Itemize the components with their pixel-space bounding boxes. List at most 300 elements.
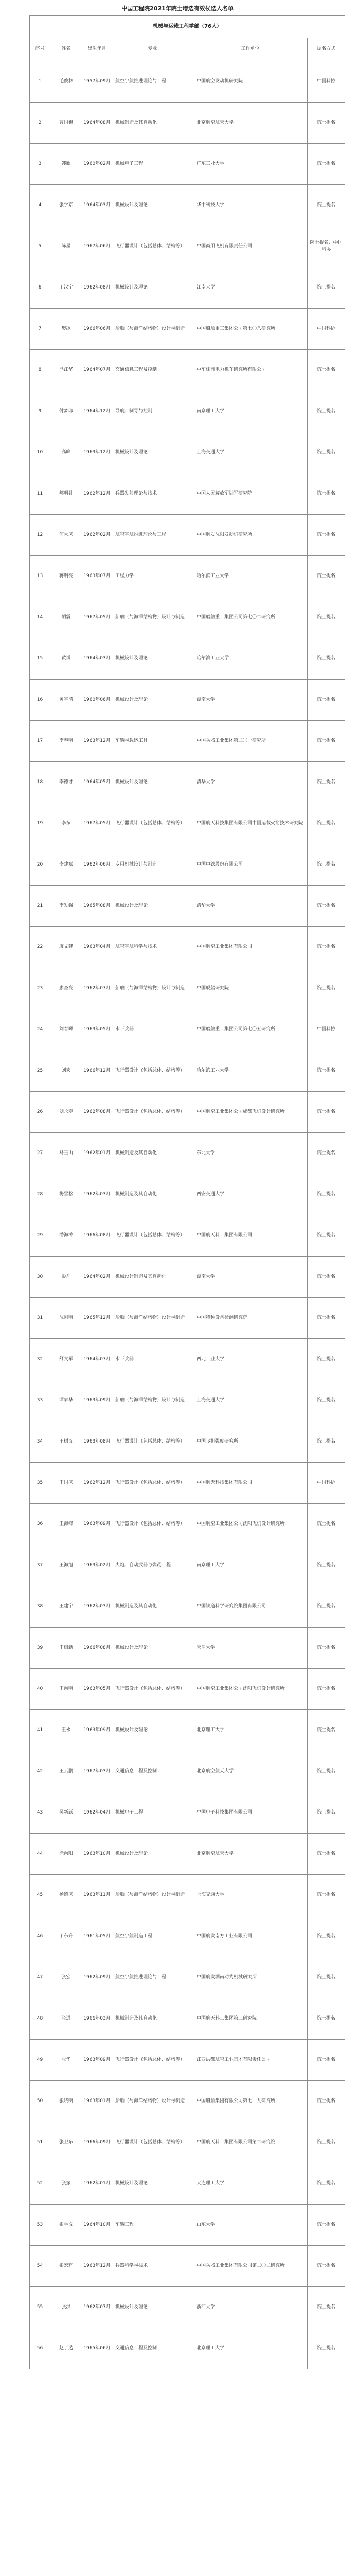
cell-name: 吴新跃	[50, 1792, 82, 1834]
cell-birth: 1963年12月	[82, 721, 112, 762]
cell-name: 张宏	[50, 1957, 82, 1998]
cell-unit: 中国航天科工集团第三研究院	[193, 1998, 308, 2040]
cell-unit: 南京理工大学	[193, 1545, 308, 1586]
cell-major: 水下兵器	[112, 1009, 193, 1050]
cell-unit: 中国中铁股份有限公司	[193, 844, 308, 886]
cell-unit: 中国船舶重工集团公司第七〇八研究所	[193, 309, 308, 350]
cell-num: 22	[30, 927, 50, 968]
cell-unit: 中国船舶集团有限公司第七一九研究所	[193, 2081, 308, 2122]
table-row	[30, 1463, 345, 1504]
cell-num: 25	[30, 1050, 50, 1092]
cell-name: 黄宇清	[50, 680, 82, 721]
cell-name: 王云鹏	[50, 1751, 82, 1792]
candidate-table	[29, 15, 345, 2369]
cell-num: 37	[30, 1545, 50, 1586]
table-row	[30, 1421, 345, 1463]
cell-major: 航空宇航推进理论与工程	[112, 1957, 193, 1998]
cell-num: 41	[30, 1710, 50, 1751]
cell-nomination: 院士提名	[308, 1628, 345, 1669]
cell-num: 31	[30, 1298, 50, 1339]
cell-num: 43	[30, 1792, 50, 1834]
cell-major: 船舶（与海洋结构物）设计与制造	[112, 1380, 193, 1421]
cell-name: 刘永寿	[50, 1092, 82, 1133]
cell-num: 28	[30, 1174, 50, 1215]
cell-nomination: 院士提名	[308, 1504, 345, 1545]
table-row	[30, 1669, 345, 1710]
cell-unit: 中国航天科技集团有限公司中国运载火箭技术研究院	[193, 803, 308, 844]
table-row	[30, 1875, 345, 1916]
table-row	[30, 1215, 345, 1257]
cell-unit: 北京航空航天大学	[193, 103, 308, 144]
table-row	[30, 762, 345, 803]
table-row	[30, 680, 345, 721]
cell-birth: 1967年05月	[82, 597, 112, 638]
cell-nomination: 院士提名、中国科协	[308, 226, 345, 267]
cell-birth: 1966年09月	[82, 2122, 112, 2163]
cell-major: 机械设计制造及其自动化	[112, 1257, 193, 1298]
cell-major: 飞行器设计（包括总体、结构等）	[112, 1050, 193, 1092]
cell-name: 徐向阳	[50, 1834, 82, 1875]
cell-unit: 中国舰船研究院	[193, 968, 308, 1009]
cell-birth: 1967年05月	[82, 803, 112, 844]
cell-name: 梅雪松	[50, 1174, 82, 1215]
cell-nomination: 院士提名	[308, 515, 345, 556]
cell-major: 船舶（与海洋结构物）设计与制造	[112, 1298, 193, 1339]
cell-num: 10	[30, 432, 50, 473]
cell-num: 9	[30, 391, 50, 432]
cell-unit: 北京理工大学	[193, 2328, 308, 2369]
cell-unit: 中国航空工业集团有限公司	[193, 927, 308, 968]
cell-nomination: 院士提名	[308, 1586, 345, 1628]
cell-name: 李东	[50, 803, 82, 844]
cell-major: 航空宇航科学与技术	[112, 927, 193, 968]
cell-name: 曹国巍	[50, 103, 82, 144]
cell-major: 机械电子工程	[112, 1792, 193, 1834]
cell-name: 黄博	[50, 638, 82, 680]
cell-name: 张进	[50, 1998, 82, 2040]
cell-birth: 1962年09月	[82, 1957, 112, 1998]
cell-birth: 1963年01月	[82, 2081, 112, 2122]
cell-major: 航空宇航推进理论与工程	[112, 515, 193, 556]
cell-birth: 1962年07月	[82, 968, 112, 1009]
cell-num: 17	[30, 721, 50, 762]
cell-nomination: 院士提名	[308, 968, 345, 1009]
cell-major: 飞行器设计（包括总体、结构等）	[112, 226, 193, 267]
table-row	[30, 1586, 345, 1628]
cell-name: 王永	[50, 1710, 82, 1751]
cell-birth: 1964年05月	[82, 762, 112, 803]
table-row	[30, 2205, 345, 2246]
cell-birth: 1960年06月	[82, 680, 112, 721]
cell-major: 船舶（与海洋结构物）设计与制造	[112, 597, 193, 638]
cell-birth: 1963年12月	[82, 432, 112, 473]
cell-nomination: 院士提名	[308, 103, 345, 144]
cell-major: 兵器发射理论与技术	[112, 473, 193, 515]
cell-birth: 1963年05月	[82, 1009, 112, 1050]
table-row	[30, 226, 345, 267]
cell-unit: 中国特种设备检测研究院	[193, 1298, 308, 1339]
cell-nomination: 院士提名	[308, 1257, 345, 1298]
cell-major: 水下兵器	[112, 1339, 193, 1380]
table-row	[30, 2040, 345, 2081]
cell-nomination: 中国科协	[308, 61, 345, 103]
cell-num: 12	[30, 515, 50, 556]
cell-nomination: 院士提名	[308, 2287, 345, 2328]
section-row	[30, 16, 345, 38]
table-row	[30, 1380, 345, 1421]
table-row	[30, 1133, 345, 1174]
cell-major: 飞行器设计（包括总体、结构等）	[112, 2122, 193, 2163]
cell-birth: 1962年01月	[82, 1133, 112, 1174]
cell-name: 张振	[50, 2163, 82, 2205]
cell-major: 车辆工程	[112, 2205, 193, 2246]
cell-num: 16	[30, 680, 50, 721]
cell-major: 飞行器设计（包括总体、结构等）	[112, 1092, 193, 1133]
cell-major: 机械设计及理论	[112, 638, 193, 680]
cell-birth: 1962年02月	[82, 515, 112, 556]
cell-unit: 中国航发南方工业有限公司	[193, 1916, 308, 1957]
cell-name: 沈刚明	[50, 1298, 82, 1339]
table-row	[30, 2328, 345, 2369]
cell-nomination: 院士提名	[308, 1957, 345, 1998]
cell-major: 飞行器设计（包括总体、结构等）	[112, 1421, 193, 1463]
cell-nomination: 院士提名	[308, 267, 345, 309]
cell-num: 50	[30, 2081, 50, 2122]
candidate-table-wrap	[29, 15, 345, 2369]
cell-unit: 哈尔滨工业大学	[193, 638, 308, 680]
cell-unit: 中国航空发动机研究院	[193, 61, 308, 103]
cell-unit: 广东工业大学	[193, 144, 308, 185]
cell-major: 飞行器设计（包括总体、结构等）	[112, 1669, 193, 1710]
cell-unit: 上海交通大学	[193, 1380, 308, 1421]
cell-unit: 中国航空工业集团公司成都飞机设计研究所	[193, 1092, 308, 1133]
table-row	[30, 1257, 345, 1298]
table-row	[30, 597, 345, 638]
cell-nomination: 院士提名	[308, 680, 345, 721]
cell-major: 机械设计及理论	[112, 2287, 193, 2328]
cell-unit: 西北工业大学	[193, 1339, 308, 1380]
cell-num: 30	[30, 1257, 50, 1298]
cell-num: 36	[30, 1504, 50, 1545]
cell-nomination: 院士提名	[308, 1421, 345, 1463]
cell-name: 王国庆	[50, 1463, 82, 1504]
cell-name: 廖圣亮	[50, 968, 82, 1009]
cell-unit: 中国兵器工业集团有限公司第二〇二研究所	[193, 2246, 308, 2287]
cell-nomination: 院士提名	[308, 1133, 345, 1174]
cell-num: 34	[30, 1421, 50, 1463]
cell-birth: 1965年08月	[82, 886, 112, 927]
cell-unit: 哈尔滨工业大学	[193, 1050, 308, 1092]
table-row	[30, 103, 345, 144]
cell-nomination: 中国科协	[308, 1009, 345, 1050]
cell-nomination: 院士提名	[308, 432, 345, 473]
cell-major: 飞行器设计（包括总体、结构等）	[112, 2040, 193, 2081]
cell-nomination: 院士提名	[308, 1875, 345, 1916]
cell-nomination: 院士提名	[308, 1298, 345, 1339]
table-row	[30, 1628, 345, 1669]
cell-name: 丁汉宁	[50, 267, 82, 309]
cell-major: 机械电子工程	[112, 144, 193, 185]
cell-birth: 1962年04月	[82, 1792, 112, 1834]
cell-num: 55	[30, 2287, 50, 2328]
cell-name: 李建斌	[50, 844, 82, 886]
table-row	[30, 61, 345, 103]
cell-unit: 中国船舶重工集团公司第七〇五研究所	[193, 1009, 308, 1050]
cell-birth: 1962年06月	[82, 844, 112, 886]
cell-nomination: 院士提名	[308, 844, 345, 886]
cell-birth: 1967年06月	[82, 226, 112, 267]
cell-major: 交通信息工程及控制	[112, 1751, 193, 1792]
cell-major: 航空宇航制造工程	[112, 1916, 193, 1957]
cell-unit: 中国飞机强度研究所	[193, 1421, 308, 1463]
cell-unit: 哈尔滨工业大学	[193, 556, 308, 597]
table-row	[30, 473, 345, 515]
cell-nomination: 院士提名	[308, 185, 345, 226]
cell-major: 船舶（与海洋结构物）设计与制造	[112, 968, 193, 1009]
table-row	[30, 267, 345, 309]
cell-unit: 湖南大学	[193, 1257, 308, 1298]
cell-num: 5	[30, 226, 50, 267]
cell-major: 机械设计及理论	[112, 886, 193, 927]
cell-num: 35	[30, 1463, 50, 1504]
cell-major: 船舶（与海洋结构物）设计与制造	[112, 1875, 193, 1916]
header-major: 专业	[112, 38, 193, 61]
cell-unit: 北京航空航天大学	[193, 1751, 308, 1792]
cell-nomination: 院士提名	[308, 1669, 345, 1710]
cell-num: 23	[30, 968, 50, 1009]
cell-birth: 1964年07月	[82, 1339, 112, 1380]
cell-num: 52	[30, 2163, 50, 2205]
cell-major: 工程力学	[112, 556, 193, 597]
cell-nomination: 院士提名	[308, 1710, 345, 1751]
cell-unit: 中国航天科工集团有限公司第二研究院	[193, 2122, 308, 2163]
table-row	[30, 1710, 345, 1751]
cell-major: 机械设计及理论	[112, 680, 193, 721]
cell-birth: 1963年02月	[82, 1545, 112, 1586]
cell-nomination: 院士提名	[308, 2122, 345, 2163]
cell-name: 冯江华	[50, 350, 82, 391]
table-row	[30, 515, 345, 556]
cell-name: 李春明	[50, 721, 82, 762]
cell-nomination: 院士提名	[308, 1174, 345, 1215]
cell-nomination: 院士提名	[308, 638, 345, 680]
cell-unit: 华中科技大学	[193, 185, 308, 226]
cell-num: 11	[30, 473, 50, 515]
document-title: 中国工程院2021年院士增选有效候选人名单	[121, 5, 234, 12]
cell-name: 郝明礼	[50, 473, 82, 515]
cell-nomination: 院士提名	[308, 1215, 345, 1257]
cell-num: 3	[30, 144, 50, 185]
cell-nomination: 院士提名	[308, 1916, 345, 1957]
cell-unit: 西安交通大学	[193, 1174, 308, 1215]
table-row	[30, 886, 345, 927]
header-birth: 出生年月	[82, 38, 112, 61]
table-row	[30, 2122, 345, 2163]
cell-num: 39	[30, 1628, 50, 1669]
cell-name: 谭家华	[50, 1380, 82, 1421]
table-row	[30, 1504, 345, 1545]
cell-nomination: 院士提名	[308, 556, 345, 597]
cell-num: 2	[30, 103, 50, 144]
cell-num: 33	[30, 1380, 50, 1421]
cell-birth: 1964年03月	[82, 638, 112, 680]
table-row	[30, 721, 345, 762]
cell-birth: 1964年07月	[82, 350, 112, 391]
cell-birth: 1964年10月	[82, 2205, 112, 2246]
cell-birth: 1963年10月	[82, 1834, 112, 1875]
cell-unit: 中国船舶重工集团公司第七〇二研究所	[193, 597, 308, 638]
cell-major: 飞行器设计（包括总体、结构等）	[112, 803, 193, 844]
cell-major: 机械制造及其自动化	[112, 1998, 193, 2040]
cell-num: 26	[30, 1092, 50, 1133]
cell-num: 48	[30, 1998, 50, 2040]
cell-birth: 1963年12月	[82, 2246, 112, 2287]
table-row	[30, 1298, 345, 1339]
cell-unit: 中国航发沈阳发动机研究所	[193, 515, 308, 556]
table-row	[30, 556, 345, 597]
cell-major: 交通信息工程及控制	[112, 350, 193, 391]
table-row	[30, 432, 345, 473]
cell-name: 付梦印	[50, 391, 82, 432]
cell-nomination: 院士提名	[308, 1834, 345, 1875]
cell-name: 韩雁	[50, 144, 82, 185]
cell-unit: 中国航天科技集团有限公司	[193, 1463, 308, 1504]
cell-name: 王海峰	[50, 1504, 82, 1545]
cell-name: 陈星	[50, 226, 82, 267]
cell-unit: 中国电子科技集团有限公司	[193, 1792, 308, 1834]
cell-birth: 1960年02月	[82, 144, 112, 185]
cell-birth: 1961年05月	[82, 1916, 112, 1957]
table-row	[30, 1092, 345, 1133]
table-row	[30, 1792, 345, 1834]
cell-num: 40	[30, 1669, 50, 1710]
table-row	[30, 927, 345, 968]
cell-birth: 1964年02月	[82, 1257, 112, 1298]
header-row	[30, 38, 345, 61]
cell-nomination: 院士提名	[308, 2205, 345, 2246]
cell-nomination: 院士提名	[308, 144, 345, 185]
cell-major: 机械制造及其自动化	[112, 1586, 193, 1628]
cell-major: 机械设计及理论	[112, 267, 193, 309]
cell-name: 樊冰	[50, 309, 82, 350]
cell-unit: 江南大学	[193, 267, 308, 309]
cell-nomination: 院士提名	[308, 2081, 345, 2122]
cell-num: 24	[30, 1009, 50, 1050]
cell-name: 马玉山	[50, 1133, 82, 1174]
cell-major: 船舶（与海洋结构物）设计与制造	[112, 2081, 193, 2122]
cell-name: 王树新	[50, 1628, 82, 1669]
cell-birth: 1967年03月	[82, 1751, 112, 1792]
cell-birth: 1962年12月	[82, 473, 112, 515]
cell-unit: 东北大学	[193, 1133, 308, 1174]
cell-unit: 上海交通大学	[193, 432, 308, 473]
cell-num: 4	[30, 185, 50, 226]
cell-birth: 1966年08月	[82, 1215, 112, 1257]
table-row	[30, 2287, 345, 2328]
cell-name: 张学文	[50, 2205, 82, 2246]
cell-major: 机械设计及理论	[112, 185, 193, 226]
cell-major: 航空宇航推进理论与工程	[112, 61, 193, 103]
cell-birth: 1966年08月	[82, 1628, 112, 1669]
cell-num: 27	[30, 1133, 50, 1174]
cell-major: 机械设计及理论	[112, 432, 193, 473]
table-row	[30, 2246, 345, 2287]
cell-name: 彭凡	[50, 1257, 82, 1298]
cell-birth: 1963年09月	[82, 1380, 112, 1421]
cell-unit: 中国铁道科学研究院集团有限公司	[193, 1586, 308, 1628]
cell-unit: 天津大学	[193, 1628, 308, 1669]
table-row	[30, 144, 345, 185]
cell-birth: 1964年03月	[82, 185, 112, 226]
cell-name: 张宏辉	[50, 2246, 82, 2287]
cell-name: 王海旭	[50, 1545, 82, 1586]
cell-num: 54	[30, 2246, 50, 2287]
cell-unit: 中国航空工业集团公司沈阳飞机设计研究所	[193, 1504, 308, 1545]
cell-name: 蒋明亮	[50, 556, 82, 597]
table-row	[30, 1545, 345, 1586]
cell-num: 7	[30, 309, 50, 350]
cell-nomination: 院士提名	[308, 927, 345, 968]
cell-num: 18	[30, 762, 50, 803]
table-row	[30, 185, 345, 226]
cell-name: 王树义	[50, 1421, 82, 1463]
cell-birth: 1962年12月	[82, 1463, 112, 1504]
cell-birth: 1966年06月	[82, 309, 112, 350]
cell-birth: 1963年09月	[82, 1710, 112, 1751]
cell-unit: 清华大学	[193, 762, 308, 803]
cell-unit: 中国人民解放军陆军研究院	[193, 473, 308, 515]
cell-birth: 1962年08月	[82, 1092, 112, 1133]
table-row	[30, 309, 345, 350]
cell-num: 13	[30, 556, 50, 597]
candidate-table-body	[30, 16, 345, 2369]
cell-unit: 中车株洲电力机车研究所有限公司	[193, 350, 308, 391]
cell-unit: 中国航天科工集团有限公司	[193, 1215, 308, 1257]
cell-nomination: 中国科协	[308, 309, 345, 350]
table-row	[30, 391, 345, 432]
cell-name: 张晓明	[50, 2081, 82, 2122]
cell-name: 刘宏	[50, 1050, 82, 1092]
cell-unit: 中国航空工业集团公司沈阳飞机设计研究所	[193, 1669, 308, 1710]
cell-unit: 中国商用飞机有限责任公司	[193, 226, 308, 267]
table-row	[30, 2081, 345, 2122]
cell-name: 杨德庆	[50, 1875, 82, 1916]
table-row	[30, 1174, 345, 1215]
cell-num: 44	[30, 1834, 50, 1875]
cell-nomination: 院士提名	[308, 1998, 345, 2040]
cell-major: 机械制造及其自动化	[112, 103, 193, 144]
header-unit: 工作单位	[193, 38, 308, 61]
cell-birth: 1962年01月	[82, 2163, 112, 2205]
cell-nomination: 院士提名	[308, 2328, 345, 2369]
cell-name: 刘春晖	[50, 1009, 82, 1050]
cell-major: 车辆与载运工具	[112, 721, 193, 762]
cell-major: 机械制造及其自动化	[112, 1133, 193, 1174]
cell-name: 于东升	[50, 1916, 82, 1957]
cell-birth: 1964年08月	[82, 103, 112, 144]
cell-birth: 1962年03月	[82, 1174, 112, 1215]
cell-major: 机械设计及理论	[112, 762, 193, 803]
cell-name: 高峰	[50, 432, 82, 473]
cell-major: 飞行器设计（包括总体、结构等）	[112, 1463, 193, 1504]
table-row	[30, 1751, 345, 1792]
table-row	[30, 803, 345, 844]
cell-num: 8	[30, 350, 50, 391]
cell-nomination: 院士提名	[308, 762, 345, 803]
cell-major: 兵器科学与技术	[112, 2246, 193, 2287]
cell-unit: 山东大学	[193, 2205, 308, 2246]
cell-num: 42	[30, 1751, 50, 1792]
